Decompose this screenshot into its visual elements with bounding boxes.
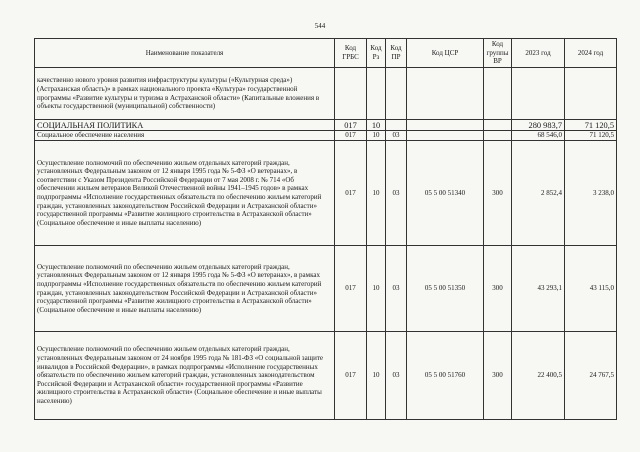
row-name: качественно нового уровня развития инфраструктуры культуры («Культурная среда») (Астраханская область)» в рамках национального проекта «Культура» государственной программы «Развитие культуры и туризма в Астраханской области» (Капитальные вложения в объекты государственной (муниципальной) собственности) [35, 68, 335, 120]
row-vr: 300 [484, 246, 512, 332]
header-pr: Код ПР [386, 39, 407, 68]
row-rz: 10 [367, 120, 386, 131]
page-number: 544 [314, 22, 326, 30]
row-grbs: 017 [335, 141, 367, 246]
row-name: Осуществление полномочий по обеспечению жильем отдельных категорий граждан, установленных Федеральным законом от 12 января 1995 года № 5-ФЗ «О ветеранах», в соответствии с Указом Президента Российской Федерации от 7 мая 2008 г. № 714 «Об обеспечении жильем ветеранов Великой Отечественной войны 1941–1945 годов» в рамках подпрограммы «Исполнение государственных обязательств по обеспечению жильем категорий граждан, установленных законодательством Российской Федерации и Астраханской области» государственной программы «Развитие жилищного строительства в Астраханской области» (Социальное обеспечение и иные выплаты населению) [35, 141, 335, 246]
row-csr [407, 120, 484, 131]
row-2023: 2 852,4 [512, 141, 565, 246]
row-name: Осуществление полномочий по обеспечению жильем отдельных категорий граждан, установленных Федеральным законом от 12 января 1995 года № 5-ФЗ «О ветеранах», в рамках подпрограммы «Исполнение государственных обязательств по обеспечению жильем категорий граждан, установленных законодательством Российской Федерации и Астраханской области» государственной программы «Развитие жилищного строительства в Астраханской области» (Социальное обеспечение и иные выплаты населению) [35, 246, 335, 332]
row-vr [484, 120, 512, 131]
table-row [35, 332, 617, 420]
row-name: Осуществление полномочий по обеспечению жильем отдельных категорий граждан, установленных Федеральным законом от 24 ноября 1995 года № 181-ФЗ «О социальной защите инвалидов в Российской Федерации», в рамках подпрограммы «Исполнение государственных обязательств по обеспечению жильем категорий граждан, установленных законодательством Российской Федерации и Астраханской области» государственной программы «Развитие жилищного строительства в Астраханской области» (Социальное обеспечение и иные выплаты населению) [35, 332, 335, 420]
row-vr: 300 [484, 141, 512, 246]
row-csr: 05 5 00 51350 [407, 246, 484, 332]
row-2024: 71 120,5 [565, 120, 617, 131]
row-csr: 05 5 00 51340 [407, 141, 484, 246]
row-vr [484, 68, 512, 120]
header-grbs: Код ГРБС [335, 39, 367, 68]
header-2023: 2023 год [512, 39, 565, 68]
budget-table [34, 38, 617, 420]
row-grbs: 017 [335, 131, 367, 141]
row-grbs: 017 [335, 120, 367, 131]
header-2024: 2024 год [565, 39, 617, 68]
row-2023: 280 983,7 [512, 120, 565, 131]
row-2023 [512, 68, 565, 120]
row-rz: 10 [367, 332, 386, 420]
row-csr: 05 5 00 51760 [407, 332, 484, 420]
header-rz: Код Рз [367, 39, 386, 68]
header-name: Наименование показателя [35, 39, 335, 68]
row-pr [386, 68, 407, 120]
row-2024: 24 767,5 [565, 332, 617, 420]
row-2024: 3 238,0 [565, 141, 617, 246]
row-2024 [565, 68, 617, 120]
row-rz: 10 [367, 141, 386, 246]
row-2023: 43 293,1 [512, 246, 565, 332]
row-2023: 22 400,5 [512, 332, 565, 420]
row-2024: 71 120,5 [565, 131, 617, 141]
row-2024: 43 115,0 [565, 246, 617, 332]
row-name: СОЦИАЛЬНАЯ ПОЛИТИКА [35, 120, 335, 131]
row-csr [407, 68, 484, 120]
table-header-row [35, 39, 617, 68]
table-row [35, 68, 617, 120]
row-pr: 03 [386, 141, 407, 246]
table-row [35, 131, 617, 141]
header-csr: Код ЦСР [407, 39, 484, 68]
row-grbs: 017 [335, 332, 367, 420]
header-vr: Код группы ВР [484, 39, 512, 68]
row-2023: 68 546,0 [512, 131, 565, 141]
row-grbs: 017 [335, 246, 367, 332]
row-name: Социальное обеспечение населения [35, 131, 335, 141]
table-row [35, 120, 617, 131]
row-rz [367, 68, 386, 120]
table-row [35, 246, 617, 332]
row-pr: 03 [386, 131, 407, 141]
row-rz: 10 [367, 246, 386, 332]
row-pr: 03 [386, 246, 407, 332]
row-vr [484, 131, 512, 141]
row-vr: 300 [484, 332, 512, 420]
row-rz: 10 [367, 131, 386, 141]
row-grbs [335, 68, 367, 120]
row-pr [386, 120, 407, 131]
row-csr [407, 131, 484, 141]
table-row [35, 141, 617, 246]
row-pr: 03 [386, 332, 407, 420]
